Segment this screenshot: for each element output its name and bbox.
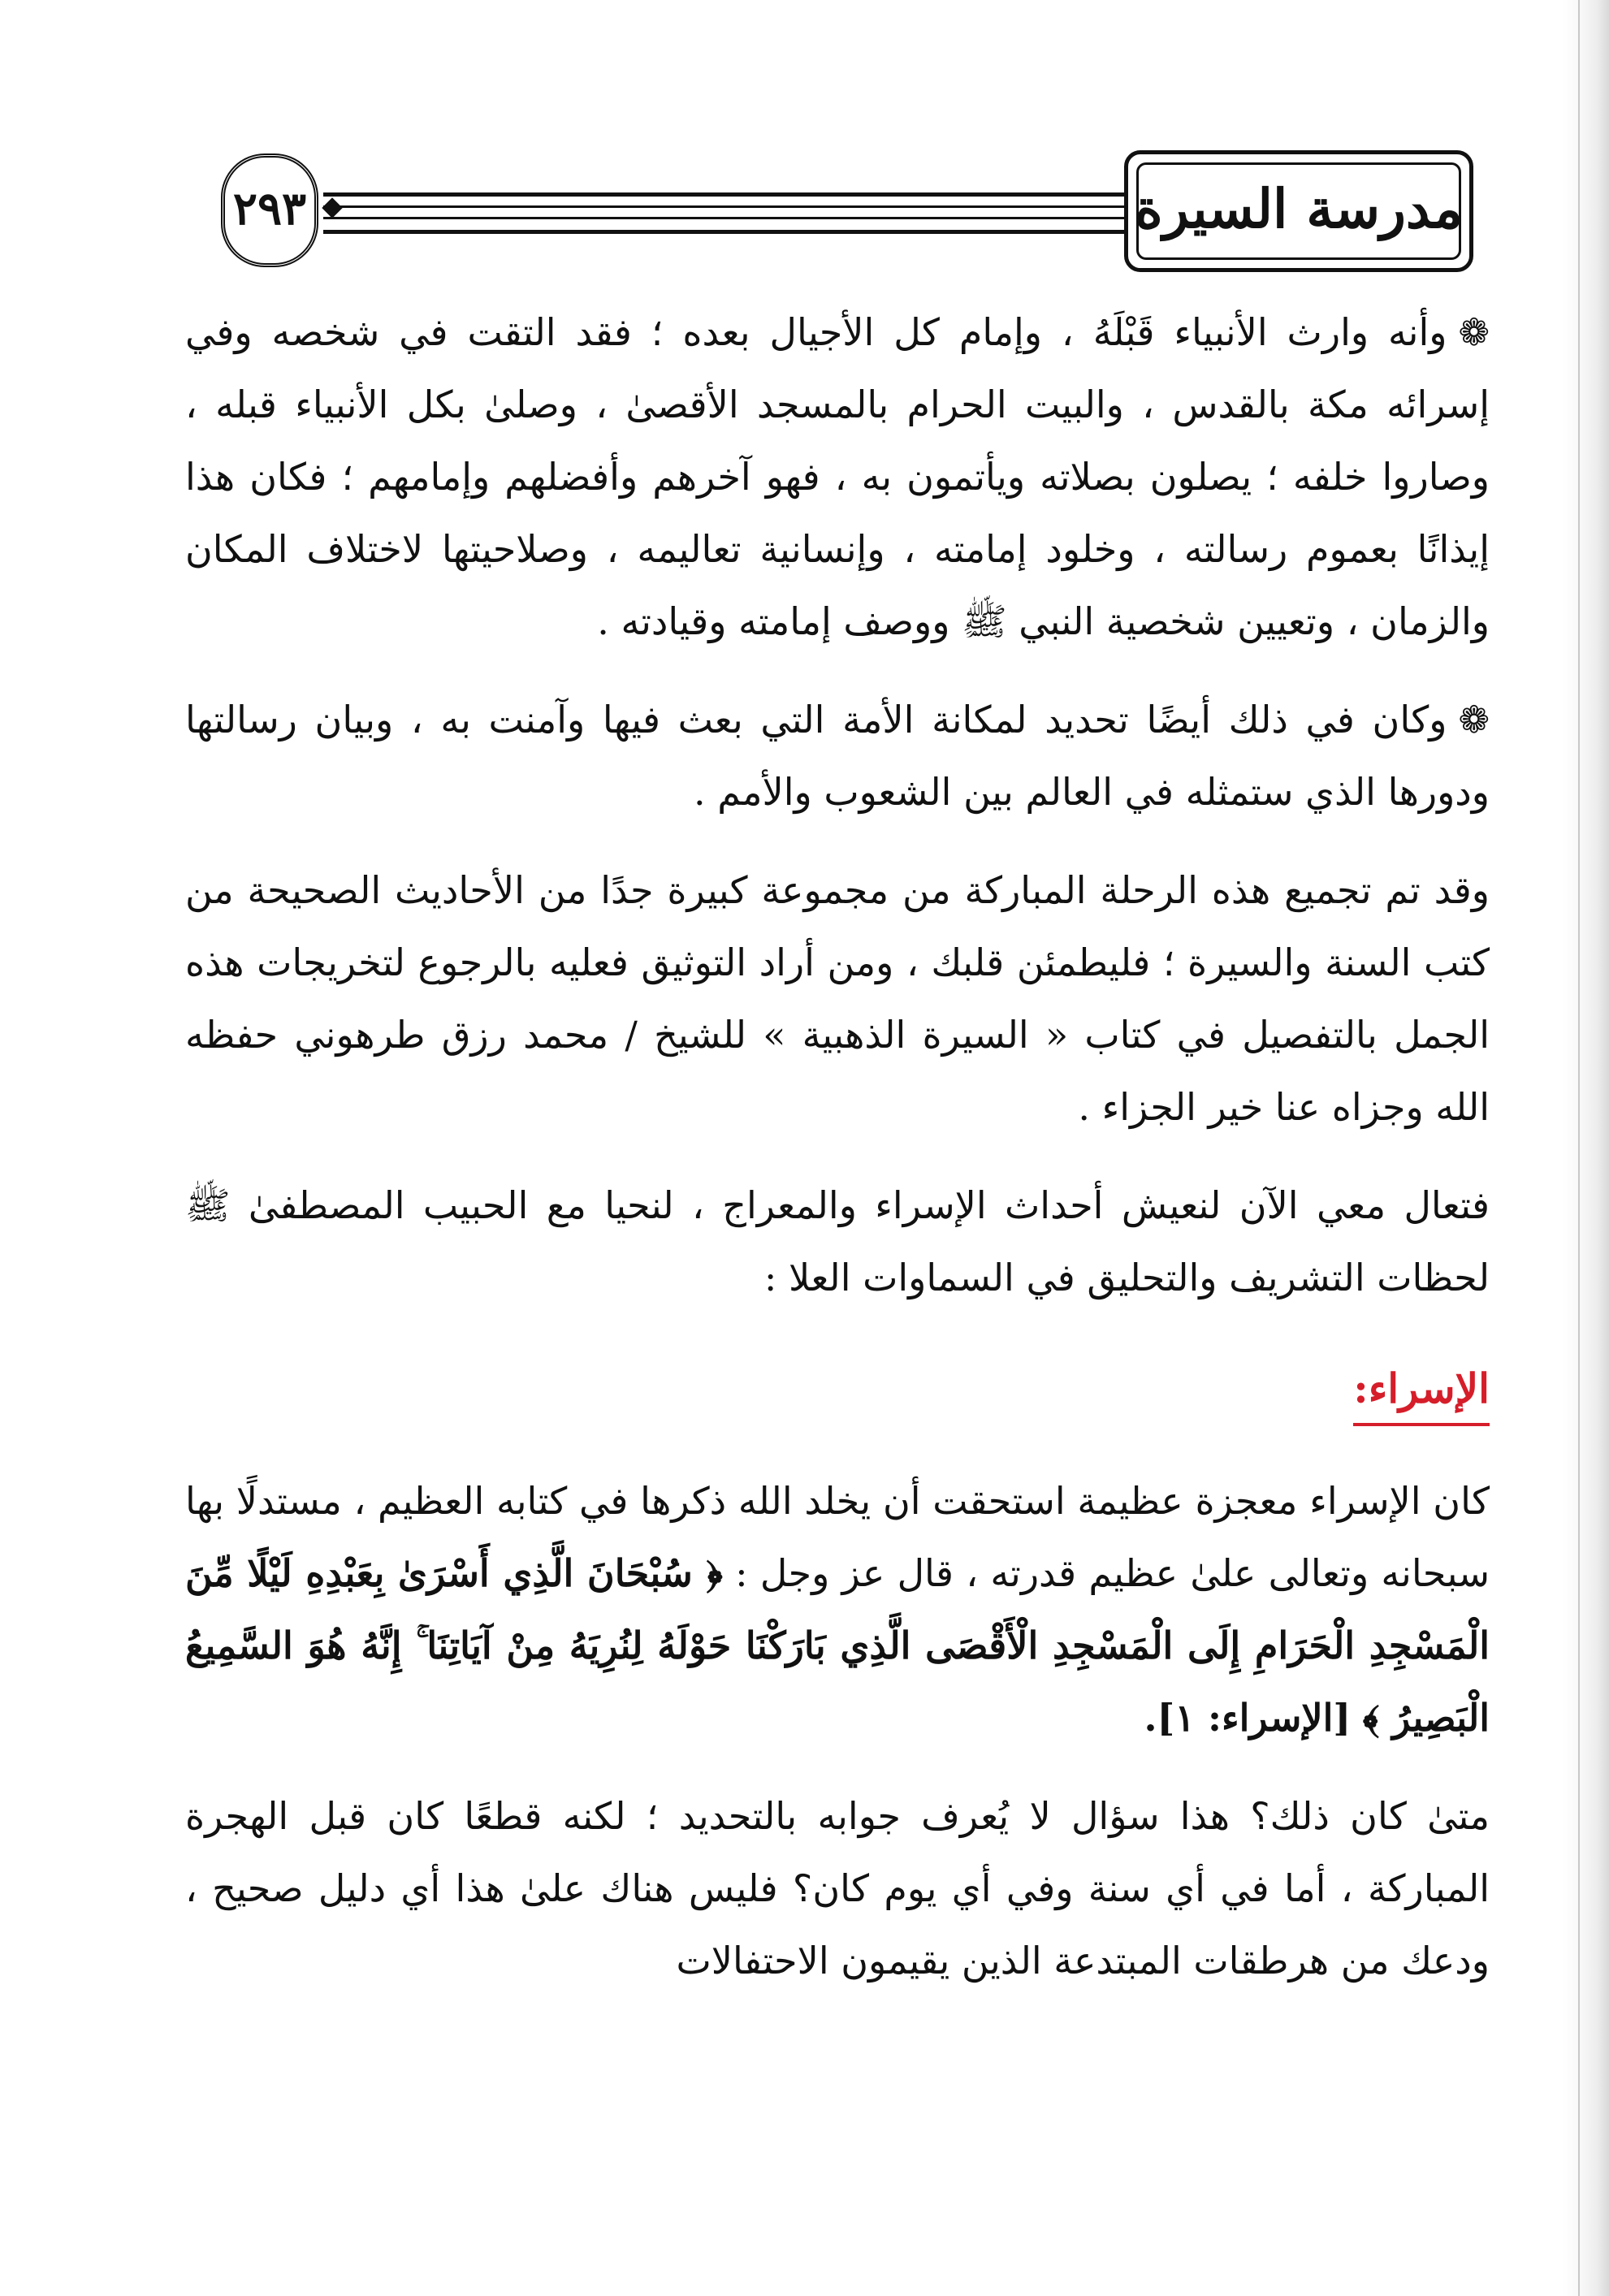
paragraph bbox=[185, 1780, 1490, 1997]
diamond-ornament-icon bbox=[322, 197, 342, 218]
paragraph bbox=[185, 684, 1490, 828]
book-title-frame bbox=[1124, 150, 1473, 272]
page-number-frame bbox=[221, 153, 318, 267]
page-header bbox=[185, 150, 1490, 280]
header-rule bbox=[323, 192, 1132, 197]
flower-bullet-icon: ❁ bbox=[1458, 698, 1490, 742]
paragraph-text: فتعال معي الآن لنعيش أحداث الإسراء والمعراج ، لنحيا مع الحبيب المصطفىٰ ﷺ لحظات التشريف والتحليق في السماوات العلا : bbox=[185, 1183, 1490, 1299]
page-binding-line bbox=[1578, 0, 1580, 2296]
paragraph bbox=[185, 1170, 1490, 1314]
paragraph-text: وأنه وارث الأنبياء قَبْلَهُ ، وإمام كل الأجيال بعده ؛ فقد التقت في شخصه وفي إسرائه مكة بالقدس ، والبيت الحرام بالمسجد الأقصىٰ ، وصلىٰ بكل الأنبياء قبله ، وصاروا خلفه ؛ يصلون بصلاته ويأتمون به ، فهو آخرهم وأفضلهم وإمامهم ؛ فكان هذا إيذانًا بعموم رسالته ، وخلود إمامته ، وإنسانية تعاليمه ، وصلاحيتها لاختلاف المكان والزمان ، وتعيين شخصية النبي ﷺ ووصف إمامته وقيادته . bbox=[185, 310, 1490, 643]
verse-reference: [الإسراء: ١]. bbox=[1144, 1696, 1352, 1740]
page-binding-edge bbox=[1562, 0, 1609, 2296]
flower-bullet-icon: ❁ bbox=[1458, 310, 1490, 354]
section-heading: الإسراء: bbox=[1353, 1356, 1490, 1426]
header-rule bbox=[323, 205, 1132, 208]
section-heading-wrap bbox=[185, 1340, 1490, 1451]
header-rule bbox=[323, 217, 1132, 219]
book-title: مدرسة السيرة bbox=[1135, 177, 1463, 240]
paragraph-text: وكان في ذلك أيضًا تحديد لمكانة الأمة التي بعث فيها وآمنت به ، وبيان رسالتها ودورها الذي ستمثله في العالم بين الشعوب والأمم . bbox=[185, 698, 1490, 814]
quran-verse: ﴿ سُبْحَانَ الَّذِي أَسْرَىٰ بِعَبْدِهِ لَيْلًا مِّنَ الْمَسْجِدِ الْحَرَامِ إِلَى الْمَسْجِدِ الْأَقْصَى الَّذِي بَارَكْنَا حَوْلَهُ لِنُرِيَهُ مِنْ آيَاتِنَا ۚ إِنَّهُ هُوَ السَّمِيعُ الْبَصِيرُ ﴾ bbox=[185, 1551, 1490, 1740]
paragraph bbox=[185, 854, 1490, 1144]
page-number: ٢٩٣ bbox=[232, 182, 307, 236]
paragraph-text: متىٰ كان ذلك؟ هذا سؤال لا يُعرف جوابه بالتحديد ؛ لكنه قطعًا كان قبل الهجرة المباركة ، أما في أي سنة وفي أي يوم كان؟ فليس هناك علىٰ هذا أي دليل صحيح ، ودعك من هرطقات المبتدعة الذين يقيمون الاحتفالات bbox=[185, 1794, 1490, 1983]
paragraph-text: كان الإسراء معجزة عظيمة استحقت أن يخلد الله ذكرها في كتابه العظيم ، مستدلًا بها سبحانه وتعالى علىٰ عظيم قدرته ، قال عز وجل : bbox=[185, 1479, 1490, 1595]
paragraph-text: وقد تم تجميع هذه الرحلة المباركة من مجموعة كبيرة جدًا من الأحاديث الصحيحة من كتب السنة والسيرة ؛ فليطمئن قلبك ، ومن أراد التوثيق فعليه بالرجوع لتخريجات هذه الجمل بالتفصيل في كتاب « السيرة الذهبية » للشيخ / محمد رزق طرهوني حفظه الله وجزاه عنا خير الجزاء . bbox=[185, 868, 1490, 1129]
page-content bbox=[185, 296, 1490, 2023]
paragraph bbox=[185, 296, 1490, 658]
paragraph bbox=[185, 1465, 1490, 1754]
header-rule bbox=[323, 230, 1132, 234]
